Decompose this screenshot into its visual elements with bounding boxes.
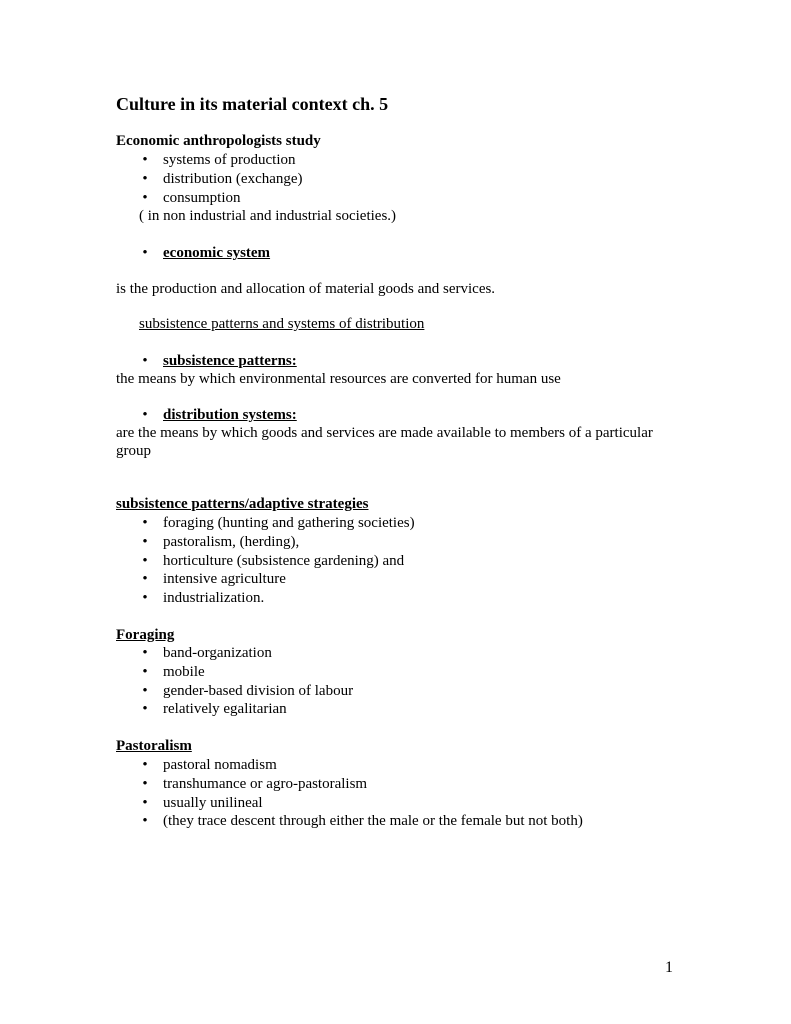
list-item: • gender-based division of labour (116, 682, 353, 701)
list-item: • (they trace descent through either the male or the female but not both) (116, 812, 583, 831)
bullet-icon: • (142, 757, 148, 773)
pastoralism-heading: Pastoralism (116, 738, 192, 754)
list-item: • horticulture (subsistence gardening) and (116, 552, 415, 571)
list-item: • pastoral nomadism (116, 756, 583, 775)
distribution-list (116, 406, 297, 425)
bullet-icon: • (142, 170, 148, 187)
bullet-icon: • (142, 189, 148, 206)
bullet-icon: • (142, 407, 148, 423)
list-item: • intensive agriculture (116, 570, 415, 589)
strategies-list (116, 514, 415, 608)
list-item: • systems of production (116, 151, 303, 170)
list-item: • mobile (116, 663, 353, 682)
list-item: • band-organization (116, 644, 353, 663)
section-subheading: subsistence patterns and systems of distribution (139, 316, 425, 332)
strategies-heading: subsistence patterns/adaptive strategies (116, 496, 369, 512)
bullet-icon: • (142, 515, 148, 531)
bullet-icon: • (142, 813, 148, 830)
bullet-icon: • (142, 533, 148, 550)
bullet-icon: • (142, 775, 148, 792)
page-number: 1 (665, 959, 673, 976)
economic-list (116, 151, 303, 207)
bullet-icon: • (142, 682, 148, 699)
list-item: • subsistence patterns: (116, 352, 297, 371)
list-item: • transhumance or agro-pastoralism (116, 775, 583, 794)
list-item: • foraging (hunting and gathering societies) (116, 514, 415, 533)
bullet-icon: • (142, 353, 148, 369)
document-title: Culture in its material context ch. 5 (116, 94, 389, 114)
bullet-icon: • (142, 571, 148, 588)
bullet-icon: • (142, 663, 148, 680)
bullet-icon: • (142, 245, 148, 261)
distribution-definition: are the means by which goods and services are made available to members of a particular group (116, 425, 653, 459)
list-item: • distribution systems: (116, 406, 297, 425)
foraging-list (116, 644, 353, 719)
list-item: • consumption (116, 189, 303, 208)
list-item: • industrialization. (116, 589, 415, 608)
bullet-icon: • (142, 552, 148, 569)
bullet-icon: • (142, 645, 148, 661)
bullet-icon: • (142, 794, 148, 811)
economic-definition: is the production and allocation of material goods and services. (116, 281, 496, 297)
subsistence-list (116, 352, 297, 371)
pastoralism-list (116, 756, 583, 831)
subsistence-definition: the means by which environmental resources are converted for human use (116, 371, 561, 387)
list-item: • usually unilineal (116, 794, 583, 813)
economic-heading: Economic anthropologists study (116, 133, 321, 149)
bullet-icon: • (142, 701, 148, 718)
societies-note: ( in non industrial and industrial societies.) (139, 208, 397, 224)
economic-system-list (116, 244, 270, 263)
foraging-heading: Foraging (116, 627, 175, 643)
list-item: • relatively egalitarian (116, 700, 353, 719)
list-item: • pastoralism, (herding), (116, 533, 415, 552)
list-item: • economic system (116, 244, 270, 263)
bullet-icon: • (142, 590, 148, 607)
list-item: • distribution (exchange) (116, 170, 303, 189)
bullet-icon: • (142, 152, 148, 168)
